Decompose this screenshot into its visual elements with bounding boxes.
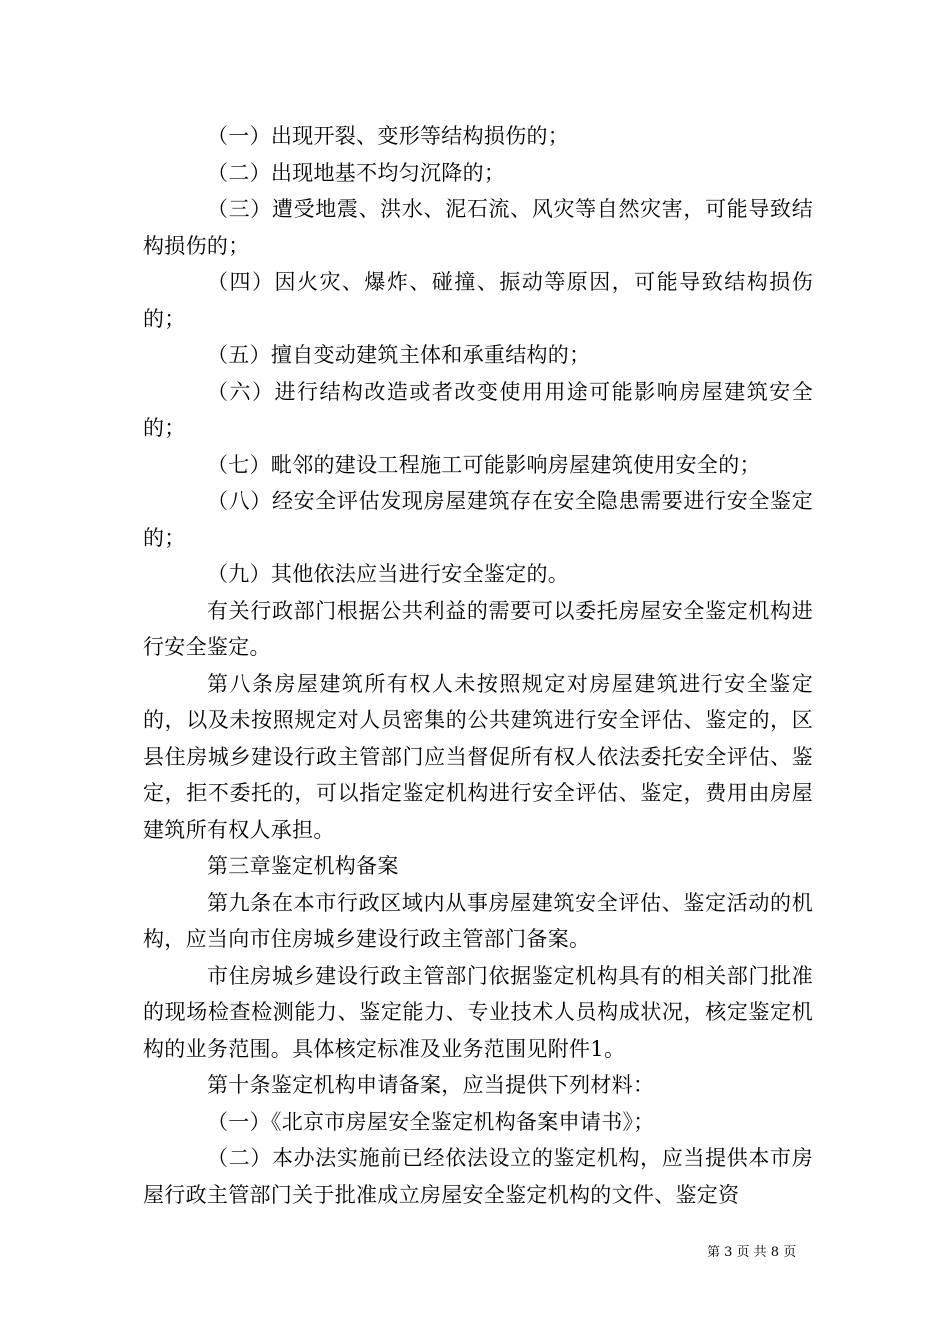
document-body: [143, 118, 813, 1213]
paragraph: （一）《北京市房屋安全鉴定机构备案申请书》；: [207, 1109, 655, 1134]
paragraph: （八）经安全评估发现房屋建筑存在安全隐患需要进行安全鉴定的；: [143, 489, 813, 550]
paragraph: （二）本办法实施前已经依法设立的鉴定机构，应当提供本市房屋行政主管部门关于批准成立房屋安全鉴定机构的文件、鉴定资: [143, 1146, 813, 1207]
paragraph: （一）出现开裂、变形等结构损伤的；: [207, 124, 570, 148]
chapter-heading: 第三章鉴定机构备案: [207, 854, 399, 878]
paragraph: （三）遭受地震、洪水、泥石流、风灾等自然灾害，可能导致结构损伤的；: [143, 197, 813, 258]
paragraph: （四）因火灾、爆炸、碰撞、振动等原因，可能导致结构损伤的；: [143, 270, 813, 331]
page-number: 第 3 页 共 8 页: [707, 1245, 797, 1260]
paragraph: （九）其他依法应当进行安全鉴定的。: [207, 562, 570, 586]
paragraph: 第九条在本市行政区域内从事房屋建筑安全评估、鉴定活动的机构，应当向市住房城乡建设行政主管部门备案。: [143, 890, 813, 951]
paragraph: 有关行政部门根据公共利益的需要可以委托房屋安全鉴定机构进行安全鉴定。: [143, 598, 813, 659]
paragraph: （二）出现地基不均匀沉降的；: [207, 160, 506, 185]
paragraph: （六）进行结构改造或者改变使用用途可能影响房屋建筑安全的；: [143, 379, 813, 440]
paragraph: （五）擅自变动建筑主体和承重结构的；: [207, 343, 591, 367]
paragraph: 第十条鉴定机构申请备案，应当提供下列材料：: [207, 1073, 655, 1097]
paragraph: 第八条房屋建筑所有权人未按照规定对房屋建筑进行安全鉴定的，以及未按照规定对人员密集的公共建筑进行安全评估、鉴定的，区县住房城乡建设行政主管部门应当督促所有权人依法委托安全评估、鉴定，拒不委托的，可以指定鉴定机构进行安全评估、鉴定，费用由房屋建筑所有权人承担。: [143, 671, 813, 842]
paragraph: 市住房城乡建设行政主管部门依据鉴定机构具有的相关部门批准的现场检查检测能力、鉴定能力、专业技术人员构成状况，核定鉴定机构的业务范围。具体核定标准及业务范围见附件1。: [143, 963, 813, 1061]
paragraph: （七）毗邻的建设工程施工可能影响房屋建筑使用安全的；: [207, 452, 761, 477]
